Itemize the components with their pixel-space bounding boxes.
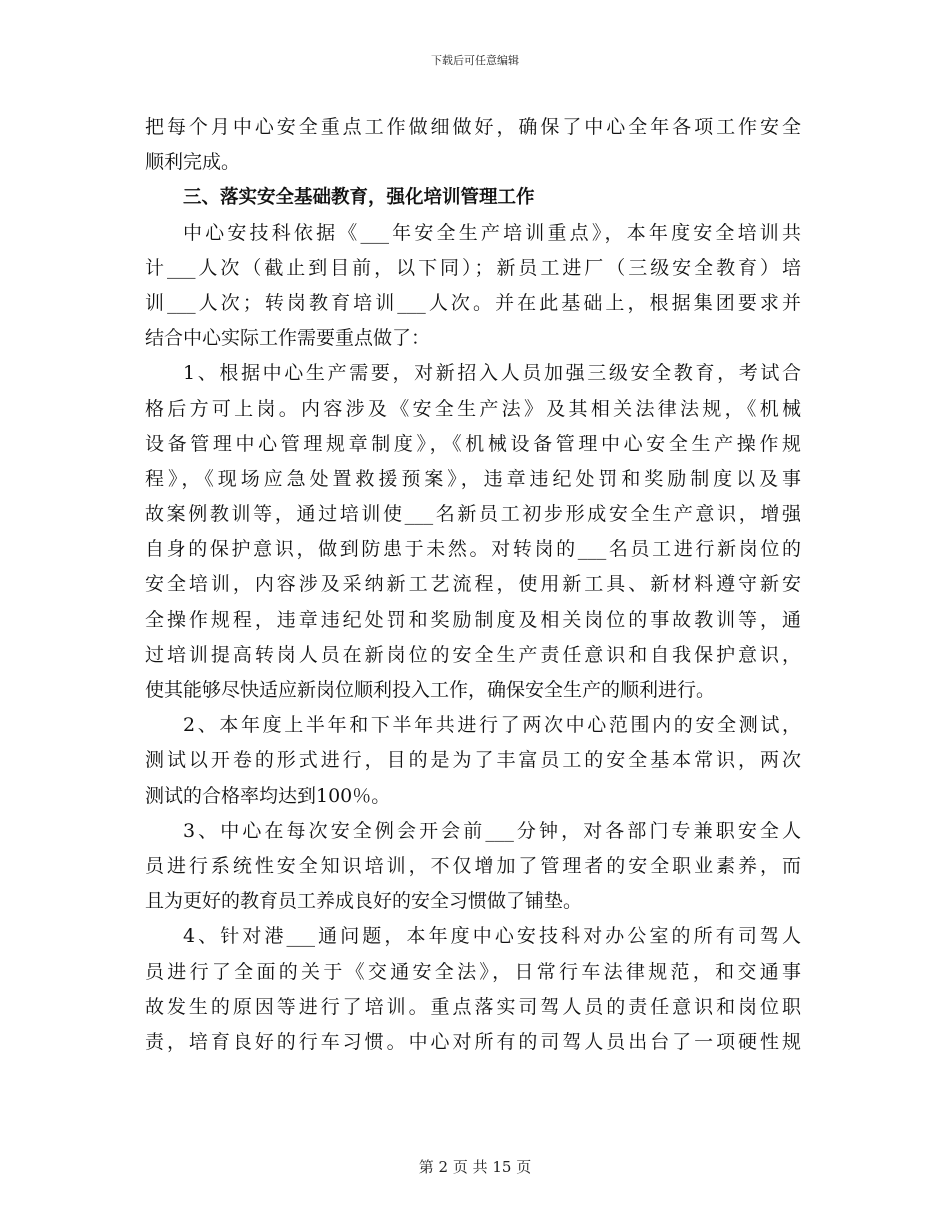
text-line: 设备管理中心管理规章制度》，《机械设备管理中心安全生产操作规 [145,432,801,455]
section-heading: 三、落实安全基础教育，强化培训管理工作 [183,187,535,209]
text-line: 结合中心实际工作需要重点做了： [145,327,431,350]
text-line: 且为更好的教育员工养成良好的安全习惯做了铺垫。 [145,890,583,913]
text-line: 把每个月中心安全重点工作做细做好，确保了中心全年各项工作安全 [145,116,801,138]
text-line: 安全培训，内容涉及采纳新工艺流程，使用新工具、新材料遵守新安 [145,573,801,596]
text-line: 过培训提高转岗人员在新岗位的安全生产责任意识和自我保护意识， [145,643,801,666]
text-line: 计___人次（截止到目前，以下同）；新员工进厂（三级安全教育）培 [145,256,801,279]
text-line: 全操作规程，违章违纪处罚和奖励制度及相关岗位的事故教训等，通 [145,608,801,631]
text-line: 2、本年度上半年和下半年共进行了两次中心范围内的安全测试， [183,714,801,737]
document-body [145,110,801,1060]
text-line: 顺利完成。 [145,151,241,174]
text-line: 训___人次；转岗教育培训___人次。并在此基础上，根据集团要求并 [145,291,801,314]
text-line: 测试以开卷的形式进行，目的是为了丰富员工的安全基本常识，两次 [145,749,801,772]
text-line: 员进行系统性安全知识培训，不仅增加了管理者的安全职业素养，而 [145,854,801,877]
page-number-footer: 第 2 页 共 15 页 [418,1158,532,1176]
text-line: 自身的保护意识，做到防患于未然。对转岗的___名员工进行新岗位的 [145,538,801,561]
text-line: 测试的合格率均达到100％。 [145,784,391,807]
text-line: 4、针对港___通问题，本年度中心安技科对办公室的所有司驾人 [183,925,801,948]
text-line: 中心安技科依据《___年安全生产培训重点》，本年度安全培训共 [183,221,801,244]
text-line: 格后方可上岗。内容涉及《安全生产法》及其相关法律法规，《机械 [145,397,801,420]
text-line: 故案例教训等，通过培训使___名新员工初步形成安全生产意识，增强 [145,503,801,526]
text-line: 故发生的原因等进行了培训。重点落实司驾人员的责任意识和岗位职 [145,995,801,1018]
page-header: 下载后可任意编辑 [431,54,519,67]
text-line: 员进行了全面的关于《交通安全法》，日常行车法律规范，和交通事 [145,960,801,983]
text-line: 使其能够尽快适应新岗位顺利投入工作，确保安全生产的顺利进行。 [145,679,716,701]
text-line: 1、根据中心生产需要，对新招入人员加强三级安全教育，考试合 [183,362,801,385]
text-line: 3、中心在每次安全例会开会前___分钟，对各部门专兼职安全人 [183,819,801,842]
text-line: 责，培育良好的行车习惯。中心对所有的司驾人员出台了一项硬性规 [145,1030,801,1053]
text-line: 程》，《现场应急处置救援预案》，违章违纪处罚和奖励制度以及事 [145,467,801,490]
